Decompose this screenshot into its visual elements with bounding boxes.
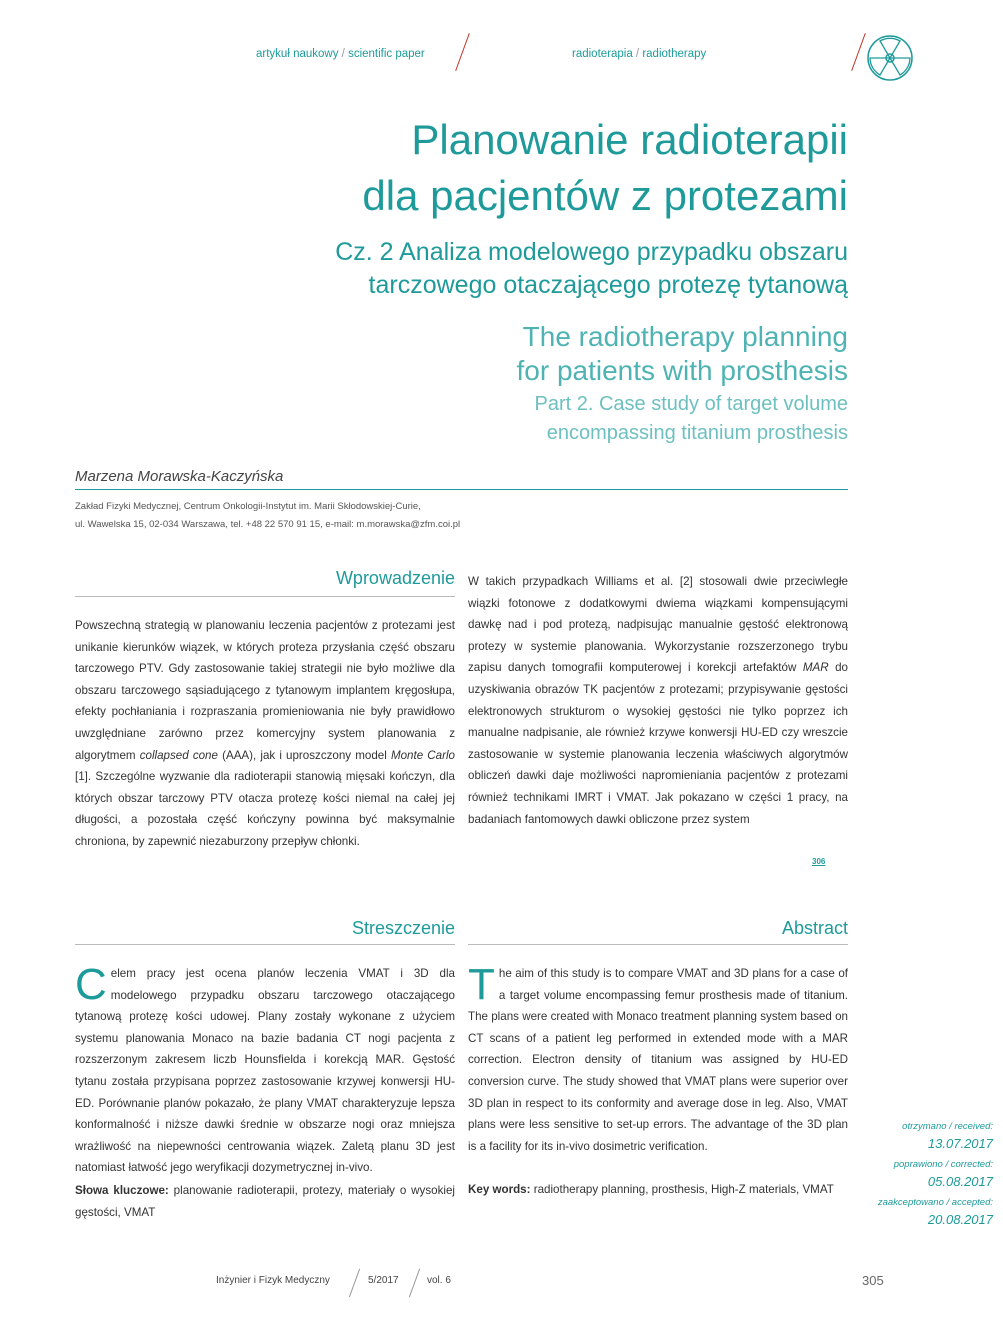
streszczenie-divider [75,944,455,945]
footer-slash-2 [409,1269,420,1298]
header-slash-left [455,33,470,71]
intro-paragraph-right: W takich przypadkach Williams et al. [2] stosowali dwie przeciwległe wiązki fotonowe z dodatkowymi dwiema wiązkami kompensującymi dawkę nad i pod protezą, nadpisując manualnie gęstość elektronową protezy w systemie planowania. Wykorzystanie rozszerzonego trybu zapisu danych tomografii komputerowej i korekcji artefaktów MAR do uzyskiwania obrazów TK pacjentów z protezami; przypisywanie gęstości elektronowych strukturom o wysokiej gęstości nie tylko poprzez ich manualne nadpisanie, ale również krzywe konwersji HU-ED czy wreszcie zastosowanie w systemie planowania leczenia właściwych algorytmów obliczeń dawki daje możliwości napromieniania pacjentów z protezami również technikami IMRT i VMAT. Jak pokazano w części 1 pracy, na badaniach fantomowych dawki obliczone przez system [468,575,848,826]
continued-page-link[interactable]: 306 [812,857,826,866]
radiation-logo-icon [866,34,914,82]
header-section: radioterapia / radiotherapy [572,48,707,60]
title-en: The radiotherapy planning for patients with prosthesis [516,321,848,386]
header-slash-right [851,33,866,71]
abstract-text: The aim of this study is to compare VMAT and 3D plans for a case of a target volume encompassing femur prosthesis made of titanium. The plans were created with Monaco treatment planning system based on CT scans of a patient leg performed in extended mode with a MAR correction. Electron density of titanium was assigned by HU-ED conversion curve. The study showed that VMAT plans were superior over 3D plan in respect to its conformity and average dose in leg. Also, VMAT plans were less sensitive to set-up errors. The advantage of the 3D plan is a facility for its in-vivo dosimetric verification. Key words: radiotherapy planning, prosthesis, High-Z materials, VMAT [468,960,848,1197]
intro-heading: Wprowadzenie [335,568,455,588]
subtitle-en: Part 2. Case study of target volume encompassing titanium prosthesis [534,393,848,444]
footer-volume: vol. 6 [427,1275,451,1286]
intro-divider [75,596,455,597]
footer-issue: 5/2017 [368,1275,399,1286]
streszczenie-heading: Streszczenie [351,918,455,938]
abstract-heading: Abstract [781,918,848,938]
affiliation: Zakład Fizyki Medycznej, Centrum Onkologii-Instytut im. Marii Skłodowskiej-Curie, ul. Wawelska 15, 02-034 Warszawa, tel. +48 22 570 91 15, e-mail: m.morawska@zfm.coi.pl [75,501,461,530]
author-name: Marzena Morawska-Kaczyńska [75,468,284,485]
author-divider [75,489,848,490]
header-category: artykuł naukowy / scientific paper [256,48,425,60]
title-pl: Planowanie radioterapii dla pacjentów z protezami [362,116,848,219]
abstract-divider [468,944,848,945]
streszczenie-text: Celem pracy jest ocena planów leczenia VMAT i 3D dla modelowego przypadku obszaru tarczowego otaczającego tytanową protezę kości udowej. Plany zostały wykonane z użyciem systemu planowania Monaco na bazie badania CT nogi pacjenta z rozszerzonym zakresem liczb Hounsfielda i korekcją MAR. Gęstość tytanu została przypisana poprzez zastosowanie krzywej konwersji HU-ED. Porównanie planów pokazało, że plany VMAT charakteryzuje lepsza konformalność i niższe dawki średnie w obszarze nogi oraz mniejsza wrażliwość na niepewności centrowania wiązek. Zaletą planu 3D jest natomiast łatwość jego weryfikacji dozymetrycznej in-vivo. Słowa kluczowe: planowanie radioterapii, protezy, materiały o wysokiej gęstości, VMAT [75,960,455,1219]
article-dates: otrzymano / received: 13.07.2017 poprawiono / corrected: 05.08.2017 zaakceptowano / accepted: 20.08.2017 [877,1121,993,1227]
page-number: 305 [862,1273,884,1288]
subtitle-pl: Cz. 2 Analiza modelowego przypadku obszaru tarczowego otaczającego protezę tytanową [335,238,848,299]
footer-slash-1 [349,1269,360,1298]
footer-journal: Inżynier i Fizyk Medyczny [216,1275,330,1286]
intro-paragraph-left: Powszechną strategią w planowaniu leczenia pacjentów z protezami jest unikanie kierunków wiązek, w których proteza przysłania część obszaru tarczowego PTV. Gdy zastosowanie takiej strategii nie było możliwe dla obszaru tarczowego sąsiadującego z tytanowym implantem kręgosłupa, efekty pochłaniania i rozpraszania promieniowania nie były prawidłowo uwzględniane zarówno przez komercyjny system planowania z algorytmem collapsed cone (AAA), jak i uproszczony model Monte Carlo [1]. Szczególne wyzwanie dla radioterapii stanowią mięsaki kończyn, dla których obszar tarczowy PTV otacza protezę kości niemal na całej jej długości, a pozostała część kończyny powinna być maksymalnie chroniona, by zapewnić niezaburzony przepływ chłonki. [75,619,455,848]
